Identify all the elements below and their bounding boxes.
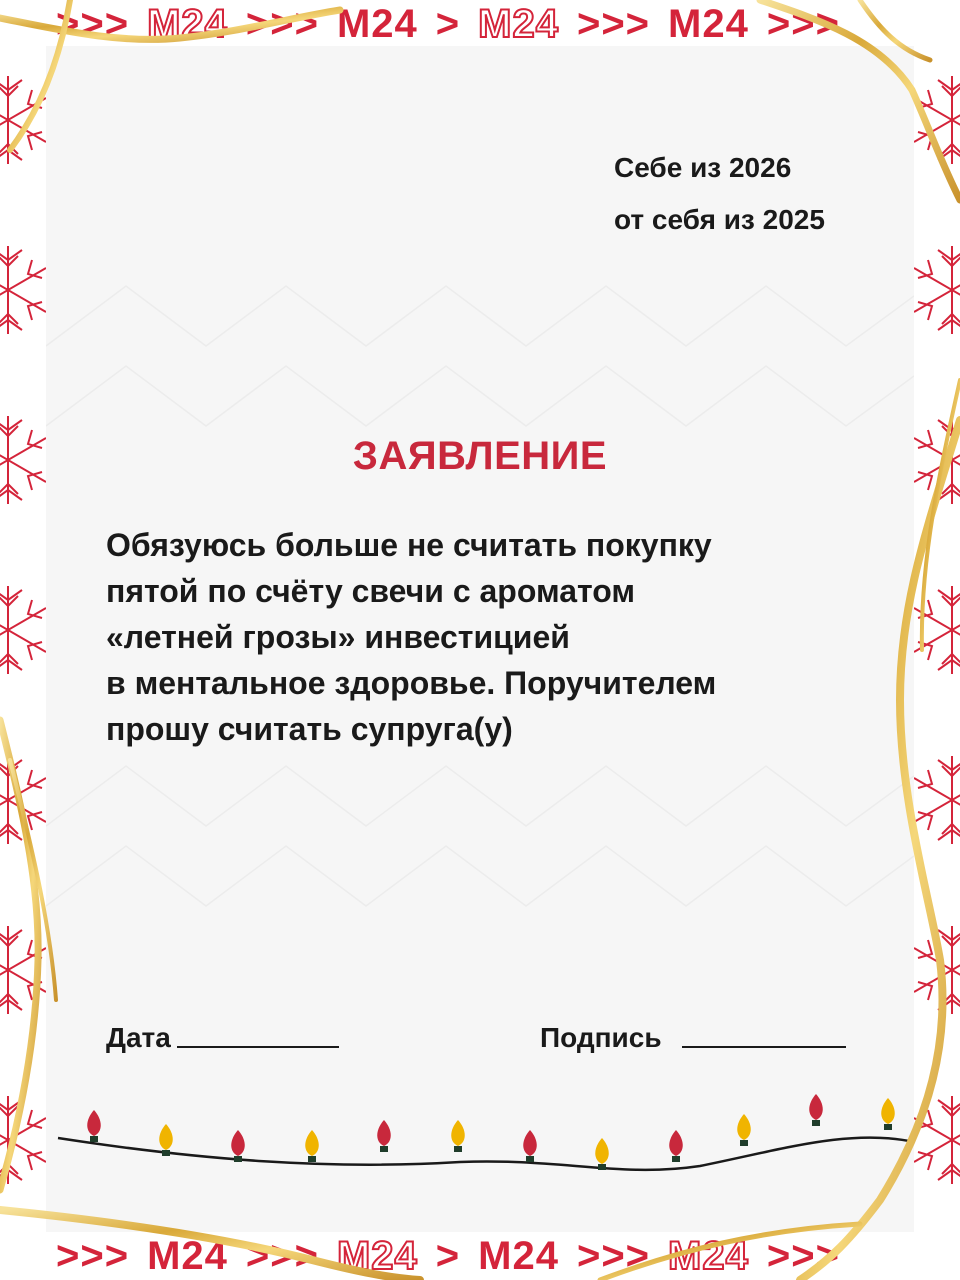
addressee-from: от себя из 2025 (614, 204, 825, 235)
arrows: >>> (766, 1233, 840, 1278)
body-line: в ментальное здоровье. Поручителем (106, 665, 717, 701)
arrows: >>> (576, 1, 651, 46)
signature-label: Подпись (540, 1022, 662, 1053)
arrow: > (435, 1233, 461, 1278)
light-bulb (881, 1098, 895, 1130)
body-line: прошу считать супруга(у) (106, 711, 513, 747)
light-bulb (523, 1130, 537, 1162)
arrows: >>> (56, 1, 130, 46)
body-line: пятой по счёту свечи с ароматом (106, 573, 636, 609)
body-line: Обязуюсь больше не считать покупку (106, 527, 712, 563)
arrows: >>> (576, 1233, 651, 1278)
light-bulb (595, 1138, 609, 1170)
logo-m24: M24 (147, 1233, 228, 1278)
body-line: «летней грозы» инвестицией (106, 619, 570, 655)
logo-m24: M24 (336, 1, 418, 46)
light-bulb (669, 1130, 683, 1162)
light-bulb (377, 1120, 391, 1152)
date-label: Дата (106, 1022, 171, 1053)
arrows: >>> (245, 1233, 319, 1278)
document-title: ЗАЯВЛЕНИЕ (352, 434, 608, 478)
light-bulb (737, 1114, 751, 1146)
arrows: >>> (766, 1, 840, 46)
light-bulb (305, 1130, 319, 1162)
arrows: >>> (245, 1, 319, 46)
light-bulb (231, 1130, 245, 1162)
arrow: > (435, 1, 461, 46)
light-bulb (87, 1110, 101, 1142)
logo-m24-outline: M24 (336, 1233, 418, 1278)
light-bulb (809, 1094, 823, 1126)
logo-m24-outline: M24 (668, 1233, 749, 1278)
logo-m24: M24 (478, 1233, 559, 1278)
light-bulb (451, 1120, 465, 1152)
arrows: >>> (56, 1233, 130, 1278)
logo-m24: M24 (668, 1, 749, 46)
logo-m24-outline: M24 (147, 1, 228, 46)
logo-m24-outline: M24 (478, 1, 559, 46)
addressee-to: Себе из 2026 (614, 152, 792, 183)
